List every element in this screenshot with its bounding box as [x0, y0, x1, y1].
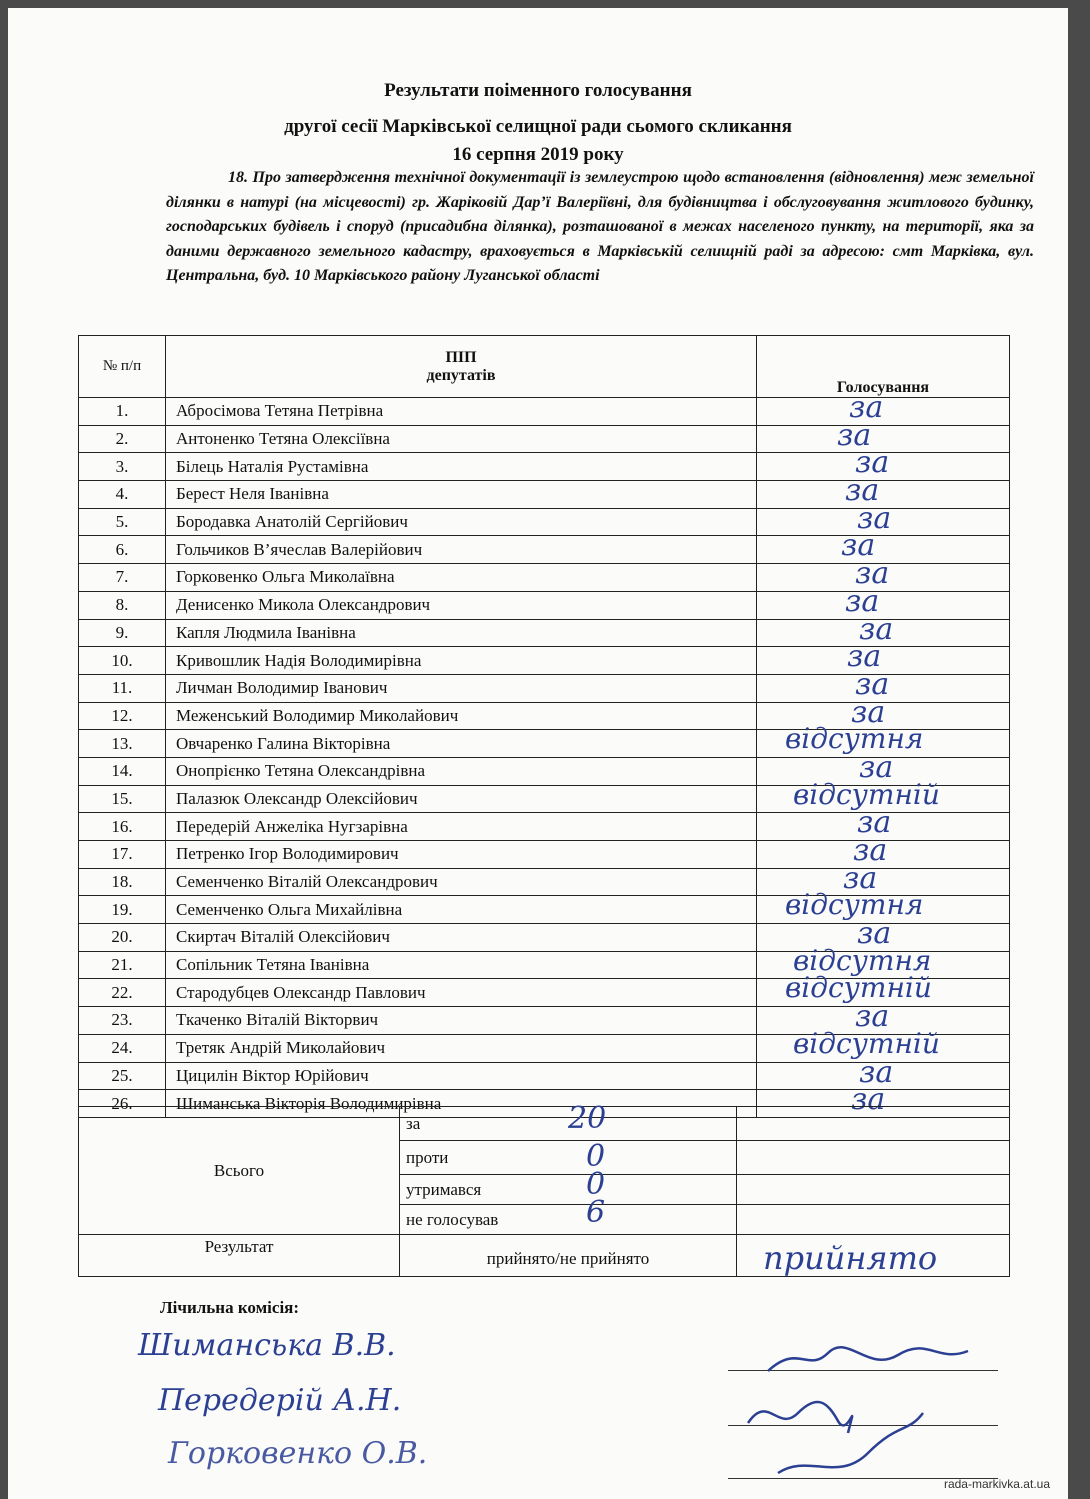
total-utr-cell [400, 1167, 737, 1205]
row-vote-handwritten: за [857, 916, 892, 952]
row-number: 23. [79, 1007, 166, 1035]
doc-title-date: 16 серпня 2019 року [452, 144, 624, 165]
row-vote-handwritten: за [851, 694, 886, 730]
row-vote-handwritten: відсутня [785, 888, 924, 922]
row-number: 2. [79, 425, 166, 453]
row-number: 19. [79, 896, 166, 924]
row-vote-handwritten: відсутній [793, 1026, 940, 1060]
row-deputy-name: Петренко Ігор Володимирович [166, 841, 757, 869]
row-deputy-name: Білець Наталія Рустамівна [166, 453, 757, 481]
signature-marks-right [738, 1333, 998, 1493]
row-vote-handwritten: за [855, 556, 890, 592]
row-deputy-name: Капля Людмила Іванівна [166, 619, 757, 647]
total-proty-value: 0 [586, 1139, 606, 1174]
row-number: 25. [79, 1062, 166, 1090]
total-za-label: за [406, 1113, 421, 1133]
row-deputy-name: Палазюк Олександр Олексійович [166, 785, 757, 813]
doc-title-line2: другої сесії Марківської селищної ради сьомого скликання [284, 116, 792, 137]
row-number: 8. [79, 591, 166, 619]
row-deputy-name: Гольчиков В’ячеслав Валерійович [166, 536, 757, 564]
row-number: 14. [79, 757, 166, 785]
row-deputy-name: Третяк Андрій Миколайович [166, 1034, 757, 1062]
row-number: 10. [79, 647, 166, 675]
row-number: 12. [79, 702, 166, 730]
row-number: 3. [79, 453, 166, 481]
row-vote-cell [757, 445, 1010, 481]
row-number: 26. [79, 1090, 166, 1118]
row-vote-handwritten: за [857, 805, 892, 841]
row-deputy-name: Семенченко Ольга Михайлівна [166, 896, 757, 924]
row-vote-cell [757, 556, 1010, 592]
row-number: 7. [79, 564, 166, 592]
row-deputy-name: Горковенко Ольга Миколаївна [166, 564, 757, 592]
row-number: 16. [79, 813, 166, 841]
total-proty-cell [400, 1141, 737, 1175]
total-utr-label: утримався [406, 1179, 482, 1199]
row-deputy-name: Шиманська Вікторія Володимирівна [166, 1090, 757, 1118]
row-vote-handwritten: за [857, 500, 892, 536]
row-number: 11. [79, 674, 166, 702]
totals-label: Всього [79, 1107, 400, 1235]
row-vote-handwritten: за [845, 473, 880, 509]
total-za-value: 20 [568, 1101, 607, 1136]
signature-1: Шиманська В.В. [138, 1328, 396, 1363]
header-number: № п/п [79, 336, 166, 398]
row-deputy-name: Берест Неля Іванівна [166, 481, 757, 509]
row-deputy-name: Меженський Володимир Миколайович [166, 702, 757, 730]
question-text: 18. Про затвердження технічної документації із землеустрою щодо встановлення (відновлення) меж земельної ділянки в натурі (на місцевості) гр. Жаріковій Дар’ї Валеріївні, для будівництва і обслуговування житлового будинку, господарських будівель і споруд (присадибна ділянка), розташованої в межах населеного пункту, на території, яка за даними державного земельного кадастру, враховується в Марківській селищній раді за адресою: смт Марківка, вул. Центральна, буд. 10 Марківського району Луганської області [166, 169, 1034, 285]
row-deputy-name: Семенченко Віталій Олександрович [166, 868, 757, 896]
row-deputy-name: Денисенко Микола Олександрович [166, 591, 757, 619]
row-vote-handwritten: за [851, 1082, 886, 1118]
row-number: 5. [79, 508, 166, 536]
row-vote-handwritten: за [859, 749, 894, 785]
row-number: 6. [79, 536, 166, 564]
row-deputy-name: Ткаченко Віталій Вікторвич [166, 1007, 757, 1035]
row-number: 17. [79, 841, 166, 869]
row-vote-handwritten: за [855, 445, 890, 481]
total-za-cell [400, 1101, 737, 1141]
total-ne-label: не голосував [406, 1209, 499, 1229]
row-number: 4. [79, 481, 166, 509]
row-deputy-name: Антоненко Тетяна Олексіївна [166, 425, 757, 453]
row-deputy-name: Овчаренко Галина Вікторівна [166, 730, 757, 758]
signature-3: Горковенко О.В. [168, 1436, 428, 1471]
result-cell [737, 1235, 1010, 1277]
row-number: 21. [79, 951, 166, 979]
table-header-row [79, 336, 1010, 398]
row-deputy-name: Цицилін Віктор Юрійович [166, 1062, 757, 1090]
row-deputy-name: Сопільник Тетяна Іванівна [166, 951, 757, 979]
row-vote-handwritten: за [841, 528, 876, 564]
row-number: 1. [79, 398, 166, 426]
header-vote: Голосування [757, 336, 1010, 398]
row-vote-handwritten: за [847, 639, 882, 675]
row-vote-cell [757, 833, 1010, 869]
row-number: 24. [79, 1034, 166, 1062]
row-number: 9. [79, 619, 166, 647]
result-options: прийнято/не прийнято [400, 1235, 737, 1277]
commission-title: Лічильна комісія: [160, 1298, 300, 1317]
row-number: 15. [79, 785, 166, 813]
row-deputy-name: Онопрієнко Тетяна Олександрівна [166, 757, 757, 785]
row-vote-cell [757, 390, 1010, 426]
row-deputy-name: Личман Володимир Іванович [166, 674, 757, 702]
row-deputy-name: Кривошлик Надія Володимирівна [166, 647, 757, 675]
result-value: прийнято [763, 1239, 938, 1277]
row-vote-cell [757, 500, 1010, 536]
row-vote-handwritten: за [859, 1054, 894, 1090]
total-utr-value: 0 [586, 1167, 606, 1202]
row-deputy-name: Скиртач Віталій Олексійович [166, 924, 757, 952]
row-vote-handwritten: відсутня [785, 722, 924, 756]
row-deputy-name: Передерій Анжеліка Нугзарівна [166, 813, 757, 841]
row-vote-handwritten: за [843, 860, 878, 896]
header-name: ПІП депутатів [166, 336, 757, 398]
doc-title-line1: Результати поіменного голосування [384, 80, 692, 101]
total-proty-label: проти [406, 1147, 449, 1167]
row-vote-handwritten: за [845, 583, 880, 619]
row-number: 20. [79, 924, 166, 952]
signature-2: Передерій А.Н. [158, 1383, 402, 1418]
row-vote-handwritten: за [855, 999, 890, 1035]
row-vote-handwritten: за [849, 390, 884, 425]
row-deputy-name: Стародубцев Олександр Павлович [166, 979, 757, 1007]
votes-table [78, 335, 1010, 1118]
row-vote-handwritten: за [853, 833, 888, 868]
row-deputy-name: Бородавка Анатолій Сергійович [166, 508, 757, 536]
row-vote-handwritten: відсутня [793, 943, 932, 977]
result-label: Результат [79, 1235, 400, 1277]
row-deputy-name: Абросімова Тетяна Петрівна [166, 398, 757, 426]
row-vote-handwritten: за [837, 417, 872, 453]
document-page [8, 8, 1068, 1499]
row-vote-cell [757, 611, 1010, 647]
row-vote-handwritten: відсутній [793, 777, 940, 811]
row-number: 13. [79, 730, 166, 758]
total-ne-cell [400, 1195, 737, 1235]
row-vote-handwritten: відсутній [785, 971, 932, 1005]
total-ne-value: 6 [586, 1195, 606, 1230]
watermark: rada-markivka.at.ua [943, 1477, 1050, 1491]
row-number: 18. [79, 868, 166, 896]
row-vote-handwritten: за [859, 611, 894, 647]
row-number: 22. [79, 979, 166, 1007]
row-vote-handwritten: за [855, 666, 890, 702]
